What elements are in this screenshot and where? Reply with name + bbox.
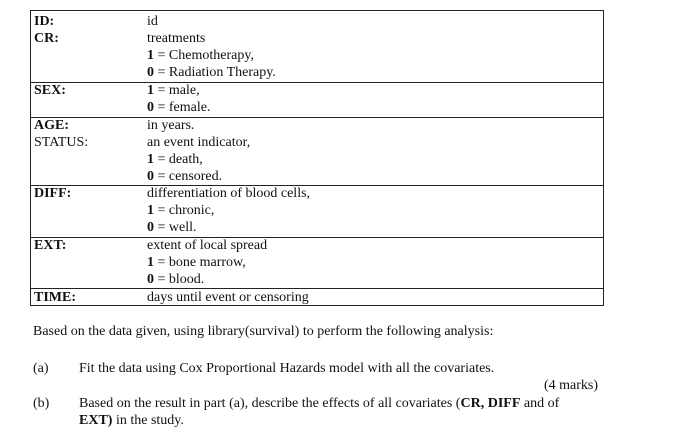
question-a-text: Fit the data using Cox Proportional Hazards model with all the covariates.: [79, 361, 495, 376]
intro-paragraph: Based on the data given, using library(survival) to perform the following analysis:: [33, 324, 494, 339]
question-b-label: (b): [33, 396, 50, 411]
code-meaning: = Radiation Therapy.: [154, 65, 276, 80]
desc-sex-1: [147, 99, 210, 116]
question-b-text: Based on the result in part (a), describe the effects of all covariates (: [79, 396, 461, 411]
label-time: TIME:: [34, 290, 76, 305]
code-meaning: = blood.: [154, 272, 205, 287]
code-value: 1: [147, 83, 154, 98]
code-meaning: = bone marrow,: [154, 255, 246, 270]
code-value: 0: [147, 272, 154, 287]
code-meaning: = Chemotherapy,: [154, 48, 254, 63]
code-meaning: = censored.: [154, 169, 223, 184]
row-divider: [31, 237, 603, 238]
desc-cr-2: [147, 64, 276, 81]
question-b-text: in the study.: [112, 413, 184, 428]
desc-time: days until event or censoring: [147, 290, 309, 305]
code-meaning: = female.: [154, 100, 211, 115]
code-meaning: = chronic,: [154, 203, 215, 218]
label-diff: DIFF:: [34, 186, 72, 201]
desc-cr-1: [147, 47, 254, 64]
code-value: 0: [147, 169, 154, 184]
question-a-label: (a): [33, 361, 49, 376]
code-value: 1: [147, 48, 154, 63]
desc-status-1: [147, 151, 203, 168]
variable-definition-table: [30, 10, 604, 306]
desc-ext-1: [147, 254, 246, 271]
label-status-text: STATUS:: [34, 135, 89, 150]
question-b-bold-covariates: CR, DIFF: [460, 396, 521, 411]
desc-id: id: [147, 14, 158, 29]
code-value: 1: [147, 255, 154, 270]
code-meaning: = male,: [154, 83, 200, 98]
label-status: [34, 134, 88, 151]
question-b-text-line2: [79, 412, 184, 429]
desc-sex-0: [147, 82, 200, 99]
desc-cr-0: treatments: [147, 31, 206, 46]
code-value: 0: [147, 65, 154, 80]
row-divider: [31, 82, 603, 83]
question-b-bold-ext: EXT): [79, 413, 113, 428]
label-cr: CR:: [34, 31, 59, 46]
desc-status-2: [147, 168, 222, 185]
label-id: ID:: [34, 14, 55, 29]
question-a-marks: (4 marks): [543, 378, 598, 393]
question-b-text: and of: [520, 396, 560, 411]
desc-diff-1: [147, 202, 214, 219]
code-value: 0: [147, 100, 154, 115]
desc-ext-2: [147, 271, 204, 288]
label-sex: SEX:: [34, 83, 66, 98]
label-ext: EXT:: [34, 238, 67, 253]
code-meaning: = death,: [154, 152, 203, 167]
code-meaning: = well.: [154, 220, 197, 235]
code-value: 0: [147, 220, 154, 235]
desc-ext-0: extent of local spread: [147, 238, 268, 253]
desc-diff-2: [147, 219, 197, 236]
row-divider: [31, 288, 603, 289]
code-value: 1: [147, 203, 154, 218]
desc-status-0: an event indicator,: [147, 135, 251, 150]
row-divider: [31, 185, 603, 186]
code-value: 1: [147, 152, 154, 167]
desc-diff-0: differentiation of blood cells,: [147, 186, 311, 201]
row-divider: [31, 117, 603, 118]
desc-age: in years.: [147, 118, 195, 133]
label-age: AGE:: [34, 118, 69, 133]
question-b-text-line1: [79, 395, 559, 412]
